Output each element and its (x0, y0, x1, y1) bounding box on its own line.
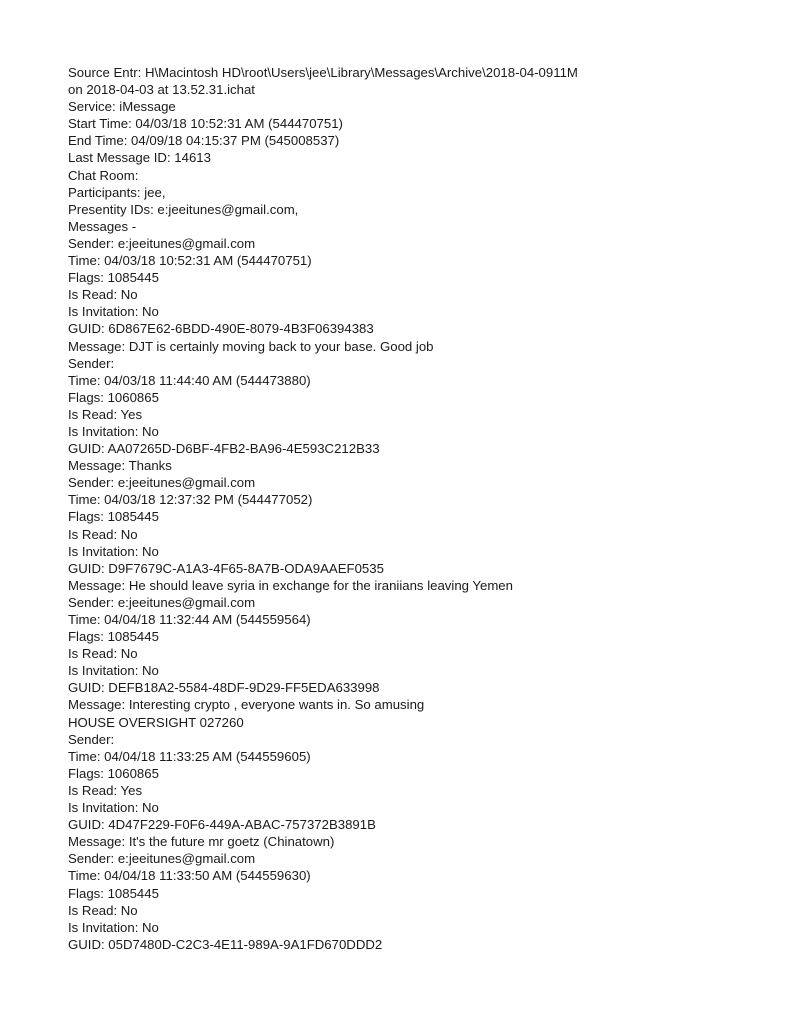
message-2-guid: GUID: AA07265D-D6BF-4FB2-BA96-4E593C212B33 (68, 441, 380, 457)
chat-room-line: Chat Room: (68, 167, 139, 183)
message-3-sender: Sender: e:jeeitunes@gmail.com (68, 475, 256, 491)
source-date-line: on 2018-04-03 at 13.52.31.ichat (68, 82, 255, 98)
message-6-guid: GUID: 05D7480D-C2C3-4E11-989A-9A1FD670DDD2 (68, 936, 383, 952)
bates-stamp: HOUSE OVERSIGHT 027260 (68, 714, 244, 730)
message-3-time: Time: 04/03/18 12:37:32 PM (544477052) (68, 492, 313, 508)
message-6-is-invitation: Is Invitation: No (68, 919, 159, 935)
message-2-is-invitation: Is Invitation: No (68, 423, 159, 439)
message-5-time: Time: 04/04/18 11:33:25 AM (544559605) (68, 748, 311, 764)
message-5-flags: Flags: 1060865 (68, 765, 159, 781)
message-3-is-invitation: Is Invitation: No (68, 543, 159, 559)
message-2-is-read: Is Read: Yes (68, 406, 143, 422)
message-1-guid: GUID: 6D867E62-6BDD-490E-8079-4B3F06394383 (68, 321, 374, 337)
message-2-time: Time: 04/03/18 11:44:40 AM (544473880) (68, 372, 311, 388)
presentity-ids-line: Presentity IDs: e:jeeitunes@gmail.com, (68, 201, 299, 217)
message-2-flags: Flags: 1060865 (68, 389, 159, 405)
message-5-is-invitation: Is Invitation: No (68, 800, 159, 816)
message-1-is-invitation: Is Invitation: No (68, 304, 159, 320)
message-4-is-read: Is Read: No (68, 646, 138, 662)
message-5-sender: Sender: (68, 731, 115, 747)
message-4-guid: GUID: DEFB18A2-5584-48DF-9D29-FF5EDA633998 (68, 680, 380, 696)
message-6-flags: Flags: 1085445 (68, 885, 159, 901)
message-1-is-read: Is Read: No (68, 287, 138, 303)
last-message-id-line: Last Message ID: 14613 (68, 150, 211, 166)
message-3-flags: Flags: 1085445 (68, 509, 159, 525)
service-line: Service: iMessage (68, 99, 176, 115)
message-6-is-read: Is Read: No (68, 902, 138, 918)
message-1-sender: Sender: e:jeeitunes@gmail.com (68, 235, 256, 251)
messages-header-line: Messages - (68, 218, 137, 234)
message-6-time: Time: 04/04/18 11:33:50 AM (544559630) (68, 868, 311, 884)
participants-line: Participants: jee, (68, 184, 166, 200)
message-5-is-read: Is Read: Yes (68, 782, 143, 798)
message-3-is-read: Is Read: No (68, 526, 138, 542)
source-entry-line: Source Entr: H\Macintosh HD\root\Users\jee\Library\Messages\Archive\2018-04-0911M (68, 65, 578, 80)
message-2-sender: Sender: (68, 355, 115, 371)
message-3-guid: GUID: D9F7679C-A1A3-4F65-8A7B-ODA9AAEF0535 (68, 560, 384, 576)
message-5-guid: GUID: 4D47F229-F0F6-449A-ABAC-757372B3891B (68, 817, 376, 833)
message-2-text: Message: Thanks (68, 458, 172, 474)
message-4-sender: Sender: e:jeeitunes@gmail.com (68, 594, 256, 610)
message-1-text: Message: DJT is certainly moving back to your base. Good job (68, 338, 434, 354)
message-1-flags: Flags: 1085445 (68, 270, 159, 286)
message-4-time: Time: 04/04/18 11:32:44 AM (544559564) (68, 612, 311, 627)
message-4-flags: Flags: 1085445 (68, 629, 159, 645)
message-4-text: Message: Interesting crypto , everyone wants in. So amusing (68, 697, 425, 713)
document-page (68, 64, 778, 953)
message-3-text: Message: He should leave syria in exchange for the iraniians leaving Yemen (68, 577, 513, 593)
end-time-line: End Time: 04/09/18 04:15:37 PM (545008537) (68, 133, 340, 149)
message-1-time: Time: 04/03/18 10:52:31 AM (544470751) (68, 253, 312, 269)
message-4-is-invitation: Is Invitation: No (68, 663, 159, 679)
start-time-line: Start Time: 04/03/18 10:52:31 AM (544470751) (68, 116, 343, 132)
message-6-sender: Sender: e:jeeitunes@gmail.com (68, 851, 256, 867)
message-5-text: Message: It's the future mr goetz (Chinatown) (68, 834, 335, 850)
